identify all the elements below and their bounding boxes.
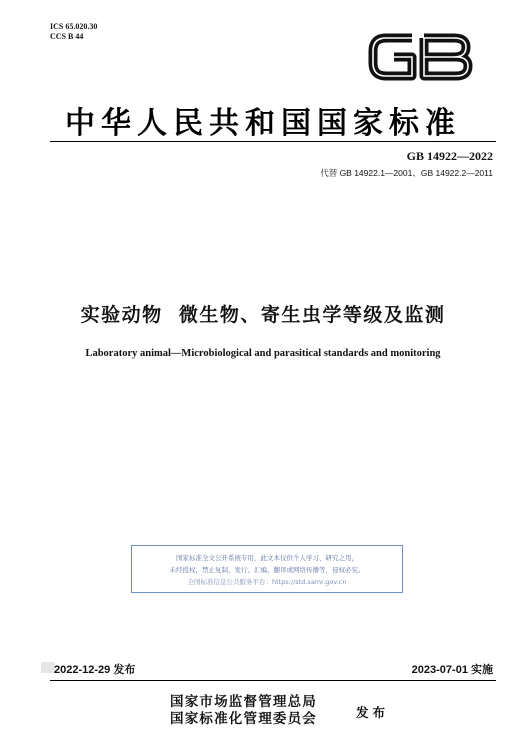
document-title-en: Laboratory animal—Microbiological and parasitical standards and monitoring — [85, 348, 441, 359]
gb-logo-text: GB — [366, 26, 368, 27]
date-highlight — [41, 662, 55, 673]
notice-line-2: 未经授权，禁止复制、发行、汇编、翻译或网络传播等，侵权必究。 — [169, 566, 365, 574]
replaces-note: 代替 GB 14922.1—2001、GB 14922.2—2011 — [320, 168, 493, 178]
document-title-cn: 实验动物 微生物、寄生虫学等级及监测 — [80, 304, 446, 326]
implementation-date: 2023-07-01 实施 — [411, 664, 493, 676]
gb-logo — [366, 26, 474, 88]
publish-date: 2022-12-29 发布 — [54, 664, 136, 676]
issuer-samr: 国家市场监督管理总局 — [170, 694, 317, 710]
bottom-divider — [50, 680, 496, 681]
standard-number: GB 14922—2022 — [406, 149, 493, 163]
notice-line-1: 国家标准全文公开系统专用，此文本仅供个人学习、研究之用， — [176, 554, 358, 562]
issue-label: 发布 — [356, 705, 390, 720]
ics-code: ICS 65.020.30 — [50, 22, 98, 31]
issuer-sac: 国家标准化管理委员会 — [170, 711, 317, 727]
top-divider — [50, 141, 496, 142]
usage-notice-box — [131, 545, 403, 593]
issuing-authorities — [170, 694, 317, 728]
classification-codes — [50, 22, 97, 42]
standard-category-title: 中华人民共和国国家标准 — [65, 106, 461, 141]
ccs-code: CCS B 44 — [50, 32, 84, 41]
notice-url-line[interactable]: 全国标准信息公共服务平台：https://std.samr.gov.cn — [187, 578, 347, 586]
